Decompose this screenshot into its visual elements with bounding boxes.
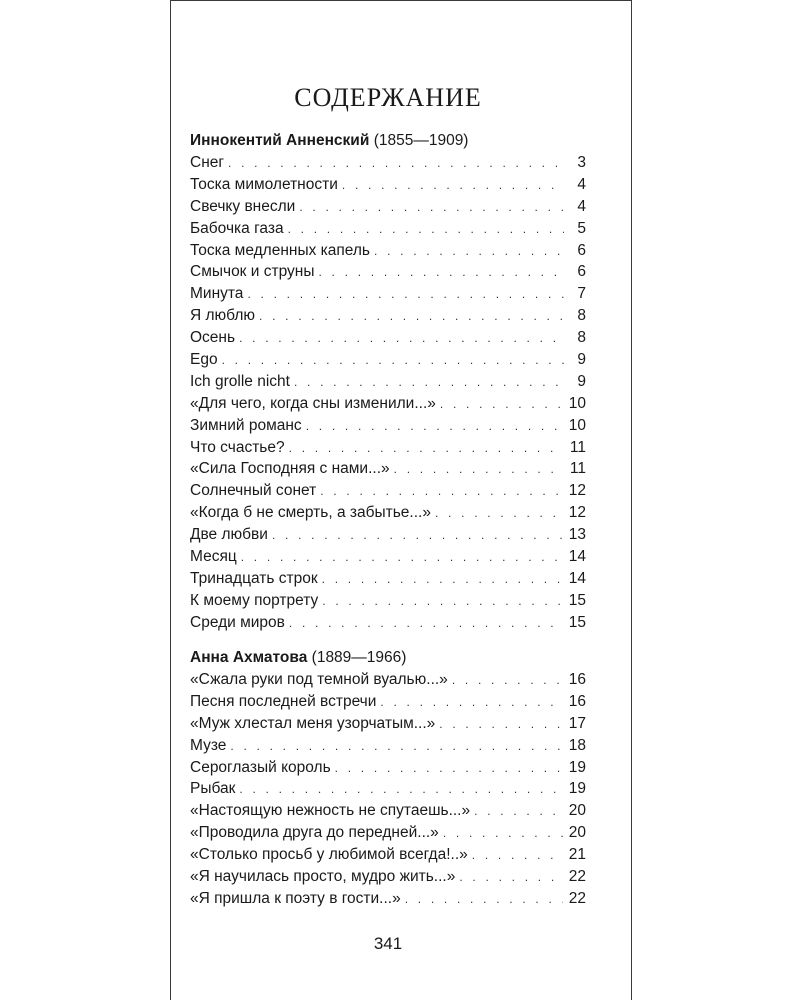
toc-entry bbox=[190, 800, 586, 822]
toc-entry-page: 21 bbox=[568, 846, 586, 864]
toc-entry-title: «Муж хлестал меня узорчатым...» bbox=[190, 714, 436, 732]
toc-entry-page: 6 bbox=[577, 241, 586, 259]
dot-leader bbox=[241, 547, 563, 569]
toc-entry-page: 11 bbox=[569, 460, 586, 478]
toc-entry bbox=[190, 174, 586, 196]
author-name: Анна Ахматова bbox=[190, 649, 308, 666]
toc-entry bbox=[190, 218, 586, 240]
toc-entry bbox=[190, 546, 586, 568]
toc-entry-page: 14 bbox=[568, 569, 586, 587]
dot-leader bbox=[435, 503, 563, 525]
author-dates: (1855—1909) bbox=[373, 132, 469, 149]
dot-leader bbox=[230, 736, 562, 758]
toc-entry bbox=[190, 393, 586, 415]
toc-entry-page: 3 bbox=[577, 154, 586, 171]
toc-entry-title: «Сжала руки под темной вуалью...» bbox=[190, 671, 448, 688]
toc-entry-title: Среди миров bbox=[190, 613, 285, 631]
toc-entry-title: «Сила Господняя с нами...» bbox=[190, 460, 390, 478]
dot-leader bbox=[439, 714, 562, 736]
toc-entry-page: 19 bbox=[568, 780, 586, 798]
toc-entry-page: 16 bbox=[568, 671, 586, 688]
toc-entry bbox=[190, 480, 586, 502]
toc-entry-title: Сероглазый король bbox=[190, 758, 331, 776]
dot-leader bbox=[443, 823, 563, 845]
toc-entry bbox=[190, 778, 586, 800]
toc-entry-title: «Когда б не смерть, а забытье...» bbox=[190, 504, 431, 522]
dot-leader bbox=[342, 175, 564, 197]
toc-entry-page: 15 bbox=[568, 613, 586, 631]
toc-entry bbox=[190, 888, 586, 910]
toc-entry-title: Тринадцать строк bbox=[190, 569, 318, 587]
section-heading bbox=[190, 647, 586, 669]
toc-entry-title: Бабочка газа bbox=[190, 219, 284, 237]
toc-entry bbox=[190, 822, 586, 844]
toc-entry-title: Ich grolle nicht bbox=[190, 372, 290, 390]
dot-leader bbox=[318, 262, 564, 284]
dot-leader bbox=[272, 525, 563, 547]
toc-entry bbox=[190, 437, 586, 459]
toc-entry bbox=[190, 305, 586, 327]
toc-entry bbox=[190, 524, 586, 546]
toc-entry bbox=[190, 735, 586, 757]
toc-entry-title: «Столько просьб у любимой всегда!..» bbox=[190, 846, 468, 864]
section-heading bbox=[190, 130, 586, 152]
toc-entry-title: Я люблю bbox=[190, 307, 256, 325]
author-name: Иннокентий Анненский bbox=[190, 132, 370, 149]
dot-leader bbox=[299, 197, 564, 219]
toc-entry bbox=[190, 458, 586, 480]
page-number: 341 bbox=[373, 934, 403, 953]
dot-leader bbox=[440, 394, 563, 416]
dot-leader bbox=[452, 670, 563, 692]
toc-entry-page: 18 bbox=[568, 736, 586, 754]
toc-entry-page: 9 bbox=[577, 351, 586, 369]
toc-entry-title: Тоска мимолетности bbox=[190, 175, 338, 193]
toc-entry-page: 10 bbox=[568, 416, 586, 434]
dot-leader bbox=[320, 481, 563, 503]
dot-leader bbox=[289, 613, 563, 635]
toc-entry bbox=[190, 844, 586, 866]
dot-leader bbox=[322, 591, 562, 613]
toc-entry-page: 4 bbox=[577, 197, 586, 215]
toc-entry bbox=[190, 240, 586, 262]
dot-leader bbox=[474, 801, 563, 823]
toc-entry-title: Тоска медленных капель bbox=[190, 241, 370, 259]
toc-entry-page: 20 bbox=[568, 802, 586, 820]
dot-leader bbox=[306, 416, 563, 438]
toc-entry bbox=[190, 502, 586, 524]
toc-entry-title: Зимний романс bbox=[190, 416, 302, 434]
toc-entry-title: «Я научилась просто, мудро жить...» bbox=[190, 868, 456, 886]
toc-entry-title: «Я пришла к поэту в гости...» bbox=[190, 889, 401, 907]
toc-entry bbox=[190, 349, 586, 371]
toc-entry-list bbox=[190, 152, 586, 634]
toc-entry-page: 8 bbox=[577, 307, 586, 325]
toc-entry-page: 8 bbox=[577, 329, 586, 347]
toc-entry bbox=[190, 568, 586, 590]
toc-entry-page: 16 bbox=[568, 692, 586, 710]
dot-leader bbox=[239, 328, 564, 350]
dot-leader bbox=[294, 372, 564, 394]
toc-entry-page: 7 bbox=[577, 285, 586, 303]
toc-entry-title: Месяц bbox=[190, 548, 237, 566]
toc-entry-page: 10 bbox=[568, 394, 586, 412]
toc-entry-page: 14 bbox=[568, 548, 586, 566]
toc-entry-title: Снег bbox=[190, 154, 225, 171]
toc-entry-title: Музе bbox=[190, 736, 227, 754]
toc-entry bbox=[190, 261, 586, 283]
toc-entry bbox=[190, 713, 586, 735]
toc-entry-page: 12 bbox=[568, 504, 586, 522]
toc-entry bbox=[190, 757, 586, 779]
dot-leader bbox=[374, 241, 564, 263]
toc-entry bbox=[190, 669, 586, 691]
toc-entry-page: 19 bbox=[568, 758, 586, 776]
toc-section-akhmatova bbox=[190, 647, 586, 910]
toc-entry-title: Песня последней встречи bbox=[190, 692, 377, 710]
dot-leader bbox=[288, 219, 564, 241]
toc-entry-page: 20 bbox=[568, 824, 586, 842]
toc-entry-title: Минута bbox=[190, 285, 244, 303]
toc-entry-page: 11 bbox=[569, 438, 586, 456]
toc-entry-page: 9 bbox=[577, 372, 586, 390]
toc-entry-page: 17 bbox=[568, 714, 586, 732]
toc-entry-title: «Настоящую нежность не спутаешь...» bbox=[190, 802, 471, 820]
toc-entry-title: Свечку внесли bbox=[190, 197, 296, 215]
toc-entry bbox=[190, 327, 586, 349]
toc-entry-title: Смычок и струны bbox=[190, 263, 315, 281]
toc-entry bbox=[190, 590, 586, 612]
dot-leader bbox=[222, 350, 564, 372]
toc-entry-page: 22 bbox=[568, 868, 586, 886]
dot-leader bbox=[335, 758, 563, 780]
toc-entry-page: 13 bbox=[568, 526, 586, 544]
toc-entry-title: «Проводила друга до передней...» bbox=[190, 824, 439, 842]
dot-leader bbox=[405, 889, 563, 911]
toc-entry-title: Рыбак bbox=[190, 780, 236, 798]
dot-leader bbox=[289, 438, 564, 460]
dot-leader bbox=[322, 569, 563, 591]
toc-entry bbox=[190, 283, 586, 305]
toc-entry bbox=[190, 152, 586, 174]
toc-entry-page: 22 bbox=[568, 889, 586, 907]
toc-section-annensky bbox=[190, 130, 586, 634]
toc-entry-page: 6 bbox=[577, 263, 586, 281]
author-dates: (1889—1966) bbox=[311, 649, 407, 666]
toc-entry bbox=[190, 196, 586, 218]
toc-entry-title: Что счастье? bbox=[190, 438, 285, 456]
toc-entry-title: Солнечный сонет bbox=[190, 482, 317, 500]
dot-leader bbox=[228, 153, 564, 175]
dot-leader bbox=[394, 459, 564, 481]
toc-entry bbox=[190, 866, 586, 888]
toc-entry bbox=[190, 691, 586, 713]
dot-leader bbox=[259, 306, 564, 328]
toc-entry bbox=[190, 415, 586, 437]
toc-entry bbox=[190, 371, 586, 393]
toc-entry-title: Осень bbox=[190, 329, 236, 347]
page-title: СОДЕРЖАНИЕ bbox=[294, 83, 482, 112]
dot-leader bbox=[247, 284, 564, 306]
toc-entry-title: К моему портрету bbox=[190, 591, 319, 609]
dot-leader bbox=[239, 779, 562, 801]
toc-entry bbox=[190, 612, 586, 634]
dot-leader bbox=[459, 867, 562, 889]
toc-entry-page: 12 bbox=[568, 482, 586, 500]
dot-leader bbox=[472, 845, 563, 867]
toc-entry-page: 15 bbox=[568, 591, 586, 609]
toc-entry-list bbox=[190, 669, 586, 910]
toc-entry-title: Две любви bbox=[190, 526, 268, 544]
dot-leader bbox=[380, 692, 562, 714]
toc-entry-title: «Для чего, когда сны изменили...» bbox=[190, 394, 436, 412]
toc-entry-title: Ego bbox=[190, 351, 218, 369]
toc-entry-page: 4 bbox=[577, 175, 586, 193]
toc-entry-page: 5 bbox=[577, 219, 586, 237]
